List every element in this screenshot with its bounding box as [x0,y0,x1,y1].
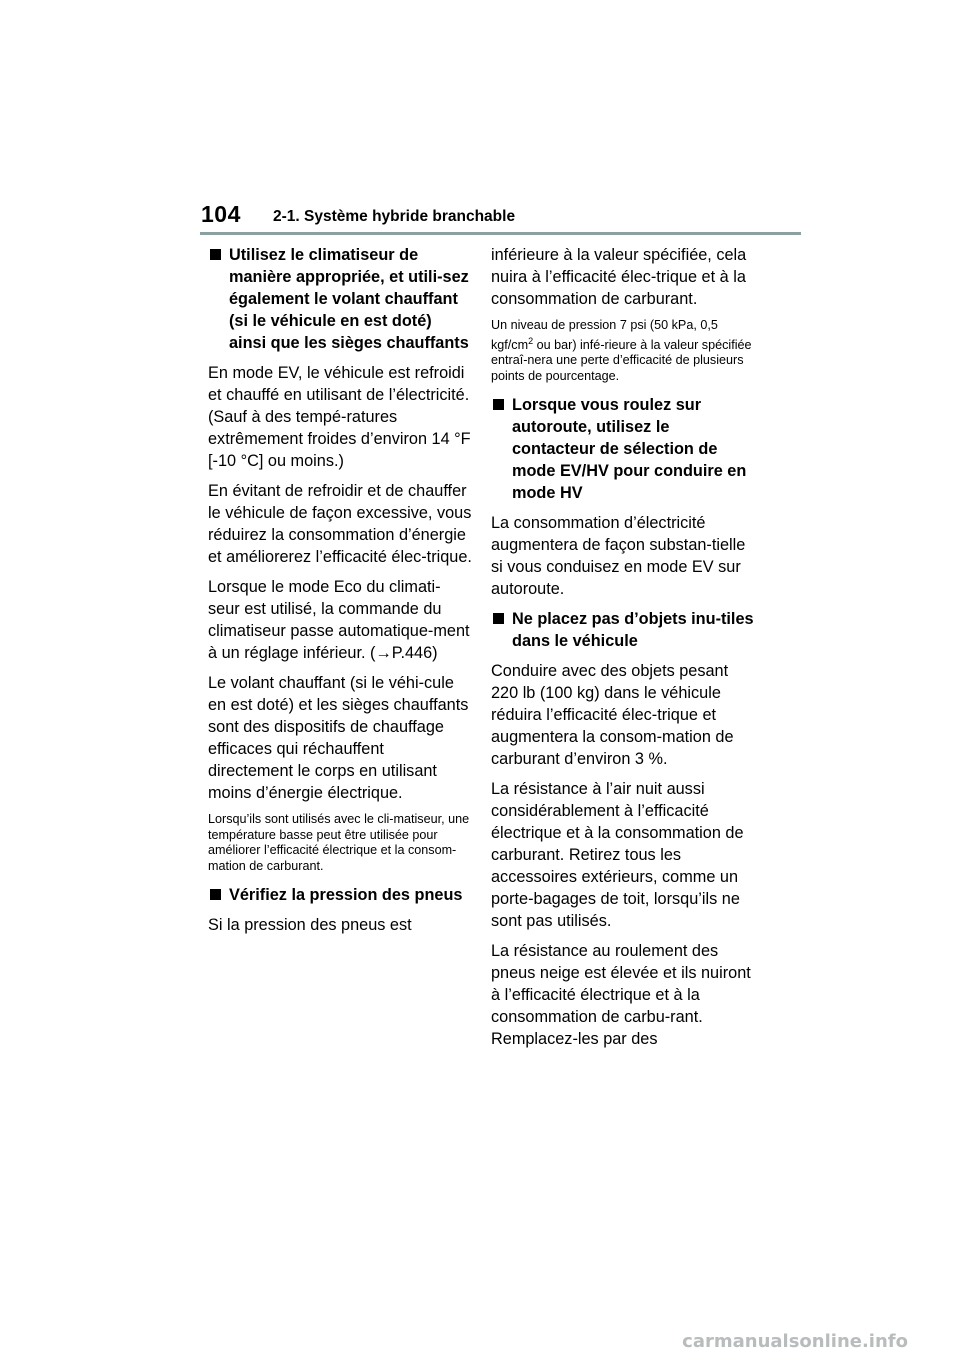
paragraph: En mode EV, le véhicule est refroidi et chauffé en utilisant de l’électricité. (Sauf à des tempé-ratures extrêmement froides d’environ 14 °F [-10 °C] ou moins.) [208,364,471,470]
square-bullet-icon [493,613,504,624]
paragraph: En évitant de refroidir et de chauffer le véhicule de façon excessive, vous réduirez la consommation d’énergie et améliorerez l’efficacité élec-trique. [208,482,472,566]
heading-text: Lorsque vous roulez sur autoroute, utilisez le contacteur de sélection de mode EV/HV pour conduire en mode HV [512,396,747,503]
heading-objets-inutiles [491,608,755,652]
paragraph: La consommation d’électricité augmentera de façon substan-tielle si vous conduisez en mode EV sur autoroute. [491,514,746,599]
square-bullet-icon [210,889,221,900]
note [491,318,755,384]
heading-pression-pneus [208,884,472,906]
heading-climatiseur [208,244,472,354]
heading-autoroute [491,394,755,504]
heading-text: Vérifiez la pression des pneus [229,886,463,904]
superscript: 2 [528,335,534,346]
header-divider [200,232,801,235]
heading-text: Ne placez pas d’objets inu-tiles dans le véhicule [512,610,754,651]
square-bullet-icon [210,249,221,260]
paragraph: Le volant chauffant (si le véhi-cule en est doté) et les sièges chauffants sont des dispositifs de chauffage efficaces qui réchauffent directement le corps en utilisant moins d’énergie électrique. [208,674,469,802]
left-column [208,244,472,944]
paragraph: Lorsque le mode Eco du climati-seur est utilisé, la commande du climatiseur passe automatique-ment à un réglage inférieur. (→P.446) [208,578,470,662]
paragraph: Conduire avec des objets pesant 220 lb (100 kg) dans le véhicule réduira l’efficacité élec-trique et augmentera la consom-mation de carburant d’environ 3 %. [491,662,734,769]
note-text: Un niveau de pression 7 psi (50 kPa, 0,5 kgf/cm [491,318,718,352]
paragraph: Si la pression des pneus est [208,916,412,934]
paragraph: La résistance à l’air nuit aussi considérablement à l’efficacité électrique et à la consommation de carburant. Retirez tous les accessoires extérieurs, comme un porte-bagages de toit, lorsqu’ils ne sont pas utilisés. [491,780,744,931]
watermark: carmanualsonline.info [682,1331,908,1352]
right-column [491,244,755,1058]
square-bullet-icon [493,399,504,410]
paragraph: inférieure à la valeur spécifiée, cela nuira à l’efficacité élec-trique et à la consommation de carburant. [491,246,747,308]
note: Lorsqu’ils sont utilisés avec le cli-matiseur, une température basse peut être utilisée pour améliorer l’efficacité électrique et la consom-mation de carburant. [208,812,470,873]
note-text: ou bar) infé-rieure à la valeur spécifiée entraî-nera une perte d’efficacité de plusieurs points de pourcentage. [491,337,752,383]
section-title: 2-1. Système hybride branchable [273,208,516,225]
heading-text: Utilisez le climatiseur de manière appropriée, et utili-sez également le volant chauffant (si le véhicule en est doté) ainsi que les sièges chauffants [229,246,469,352]
paragraph: La résistance au roulement des pneus neige est élevée et ils nuiront à l’efficacité électrique et à la consommation de carbu-rant. Remplacez-les par des [491,942,751,1049]
page-number: 104 [201,201,241,227]
